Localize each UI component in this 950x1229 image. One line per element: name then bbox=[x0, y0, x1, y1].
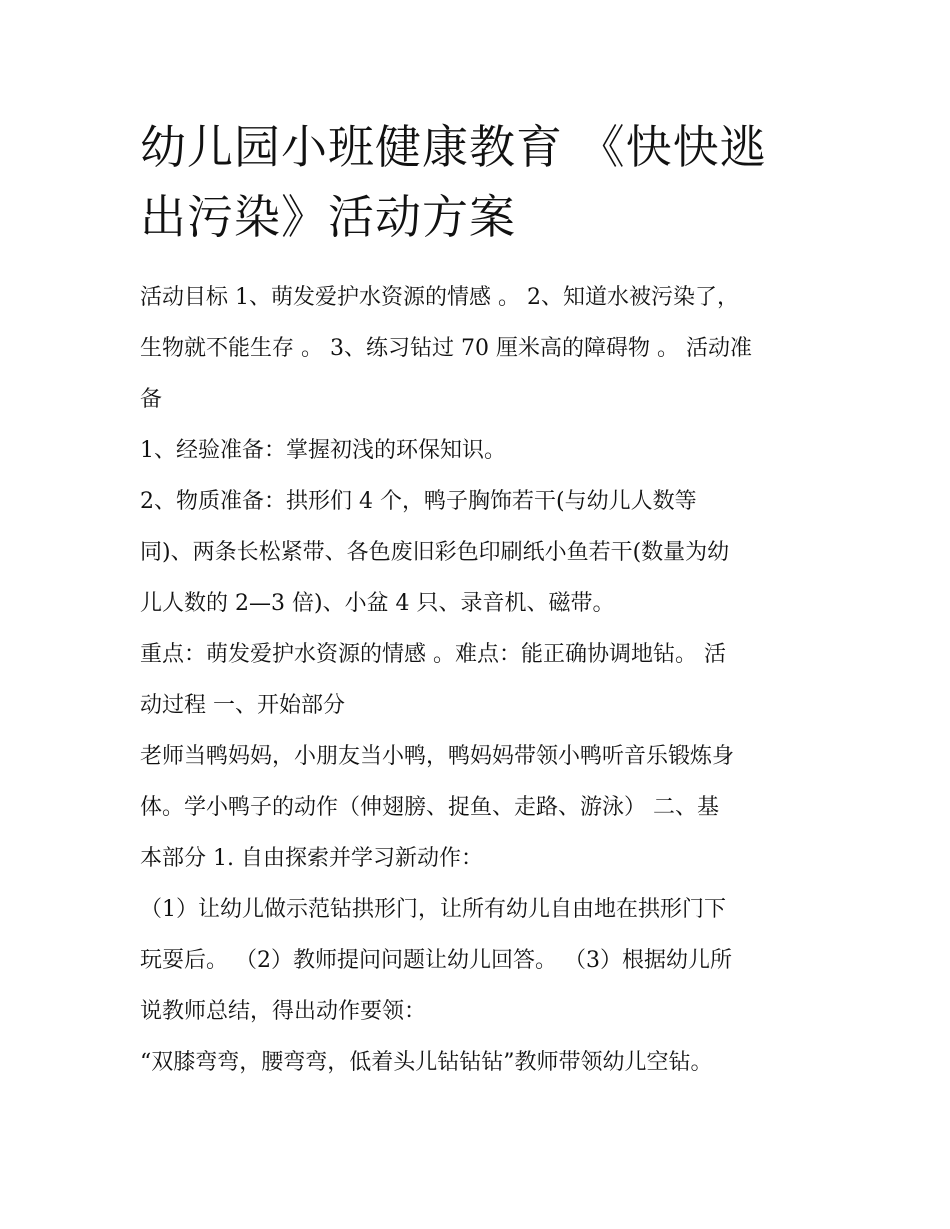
body-line: 本部分 1. 自由探索并学习新动作： bbox=[140, 846, 483, 871]
title-line: 幼儿园小班健康教育 《快快逃 bbox=[140, 120, 767, 174]
body-line: 同)、两条长松紧带、各色废旧彩色印刷纸小鱼若干(数量为幼 bbox=[140, 540, 730, 565]
body-line: 儿人数的 2—3 倍)、小盆 4 只、录音机、磁带。 bbox=[140, 591, 615, 616]
body-line: （1）让幼儿做示范钻拱形门，让所有幼儿自由地在拱形门下 bbox=[140, 897, 726, 922]
body-line: 体。学小鸭子的动作（伸翅膀、捉鱼、走路、游泳） 二、基 bbox=[140, 795, 719, 820]
body-line: 2、物质准备：拱形们 4 个，鸭子胸饰若干(与幼儿人数等 bbox=[140, 489, 697, 514]
document-body bbox=[140, 272, 820, 1088]
body-line: 老师当鸭妈妈，小朋友当小鸭，鸭妈妈带领小鸭听音乐锻炼身 bbox=[140, 744, 735, 769]
body-line: 1、经验准备：掌握初浅的环保知识。 bbox=[140, 438, 506, 463]
body-line: “双膝弯弯，腰弯弯，低着头儿钻钻钻”教师带领幼儿空钻。 bbox=[140, 1050, 713, 1075]
document-title bbox=[140, 112, 820, 252]
body-line: 玩耍后。 （2）教师提问问题让幼儿回答。 （3）根据幼儿所 bbox=[140, 948, 732, 973]
body-line: 备 bbox=[140, 387, 163, 412]
body-line: 生物就不能生存 。 3、练习钻过 70 厘米高的障碍物 。 活动准 bbox=[140, 336, 752, 361]
document-content bbox=[140, 112, 820, 1088]
body-line: 重点：萌发爱护水资源的情感 。难点：能正确协调地钻。 活 bbox=[140, 642, 726, 667]
body-line: 动过程 一、开始部分 bbox=[140, 693, 345, 718]
title-line: 出污染》活动方案 bbox=[140, 190, 516, 244]
body-line: 说教师总结，得出动作要领： bbox=[140, 999, 427, 1024]
body-line: 活动目标 1、萌发爱护水资源的情感 。 2、知道水被污染了， bbox=[140, 285, 739, 310]
